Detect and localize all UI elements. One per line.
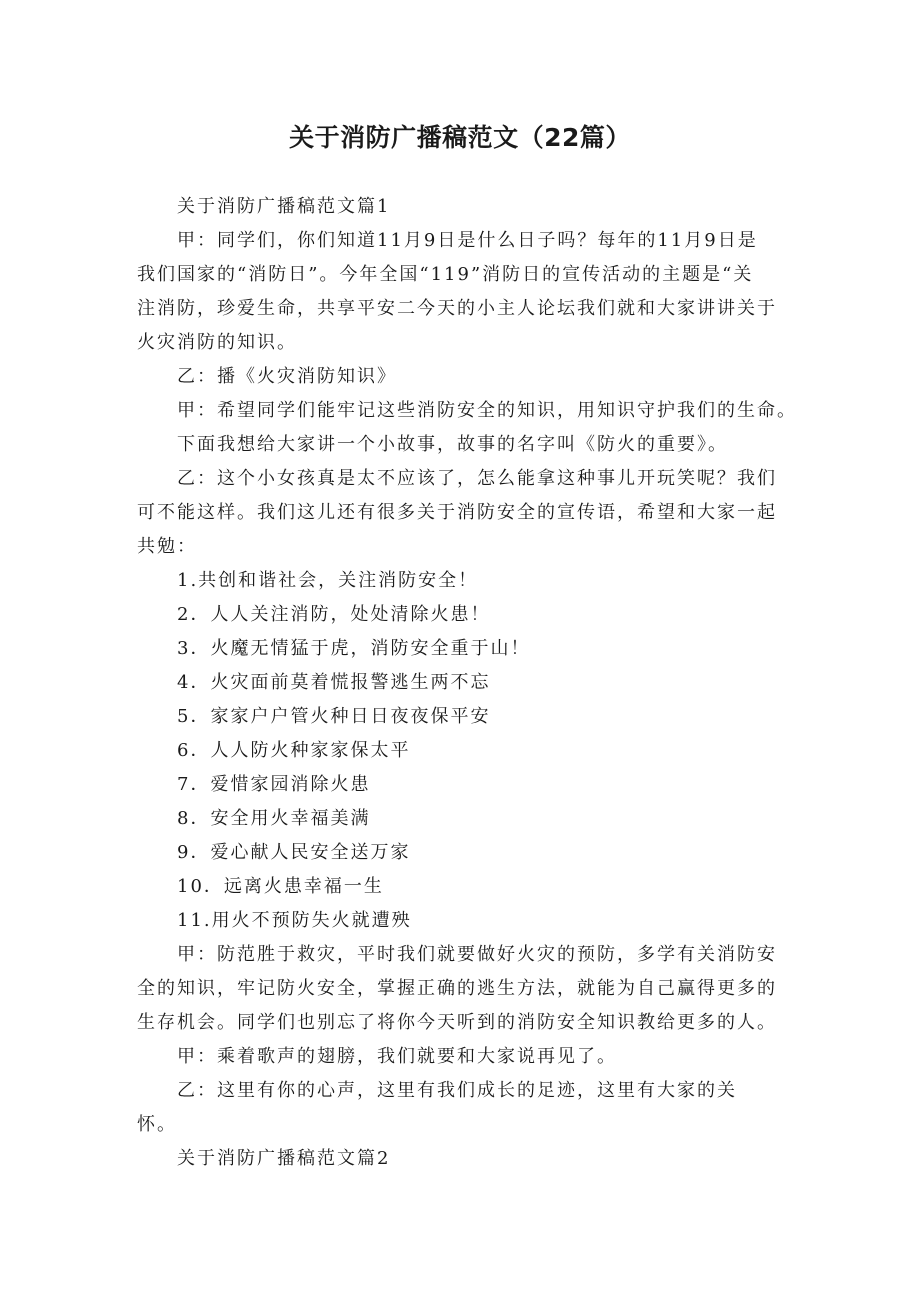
- text-line: 关于消防广播稿范文篇1: [177, 196, 391, 217]
- text-line: 甲：防范胜于救灾，平时我们就要做好火灾的预防，多学有关消防安: [177, 944, 777, 965]
- text-line: 注消防，珍爱生命，共享平安二今天的小主人论坛我们就和大家讲讲关于: [137, 298, 777, 319]
- text-line: 乙：这个小女孩真是太不应该了，怎么能拿这种事儿开玩笑呢？我们: [177, 468, 777, 489]
- text-line: 甲：希望同学们能牢记这些消防安全的知识，用知识守护我们的生命。: [177, 400, 797, 421]
- text-line: 7．爱惜家园消除火患: [177, 774, 371, 795]
- text-line: 1.共创和谐社会，关注消防安全！: [177, 570, 479, 591]
- text-line: 9．爱心献人民安全送万家: [177, 842, 411, 863]
- text-line: 2．人人关注消防，处处清除火患！: [177, 604, 491, 625]
- text-line: 可不能这样。我们这儿还有很多关于消防安全的宣传语，希望和大家一起: [137, 502, 777, 523]
- text-line: 甲：乘着歌声的翅膀，我们就要和大家说再见了。: [177, 1046, 617, 1067]
- text-line: 乙：播《火灾消防知识》: [177, 366, 397, 387]
- text-line: 6．人人防火种家家保太平: [177, 740, 411, 761]
- text-line: 甲：同学们，你们知道11月9日是什么日子吗？每年的11月9日是: [177, 230, 758, 251]
- text-line: 3．火魔无情猛于虎，消防安全重于山！: [177, 638, 531, 659]
- document-title: 关于消防广播稿范文（22篇）: [289, 123, 631, 152]
- text-line: 生存机会。同学们也别忘了将你今天听到的消防安全知识教给更多的人。: [137, 1012, 777, 1033]
- text-line: 8．安全用火幸福美满: [177, 808, 371, 829]
- text-line: 乙：这里有你的心声，这里有我们成长的足迹，这里有大家的关: [177, 1080, 737, 1101]
- text-line: 下面我想给大家讲一个小故事，故事的名字叫《防火的重要》。: [177, 434, 728, 455]
- text-line: 火灾消防的知识。: [137, 332, 297, 353]
- text-line: 全的知识，牢记防火安全，掌握正确的逃生方法，就能为自己赢得更多的: [137, 978, 777, 999]
- text-line: 共勉：: [137, 536, 197, 557]
- text-line: 怀。: [137, 1114, 177, 1135]
- text-line: 我们国家的“消防日”。今年全国“119”消防日的宣传活动的主题是“关: [137, 264, 754, 285]
- text-line: 5．家家户户管火种日日夜夜保平安: [177, 706, 491, 727]
- text-line: 关于消防广播稿范文篇2: [177, 1148, 391, 1169]
- document-body: [137, 190, 797, 1176]
- text-line: 11.用火不预防失火就遭殃: [177, 910, 412, 931]
- text-line: 4．火灾面前莫着慌报警逃生两不忘: [177, 672, 491, 693]
- text-line: 10．远离火患幸福一生: [177, 876, 384, 897]
